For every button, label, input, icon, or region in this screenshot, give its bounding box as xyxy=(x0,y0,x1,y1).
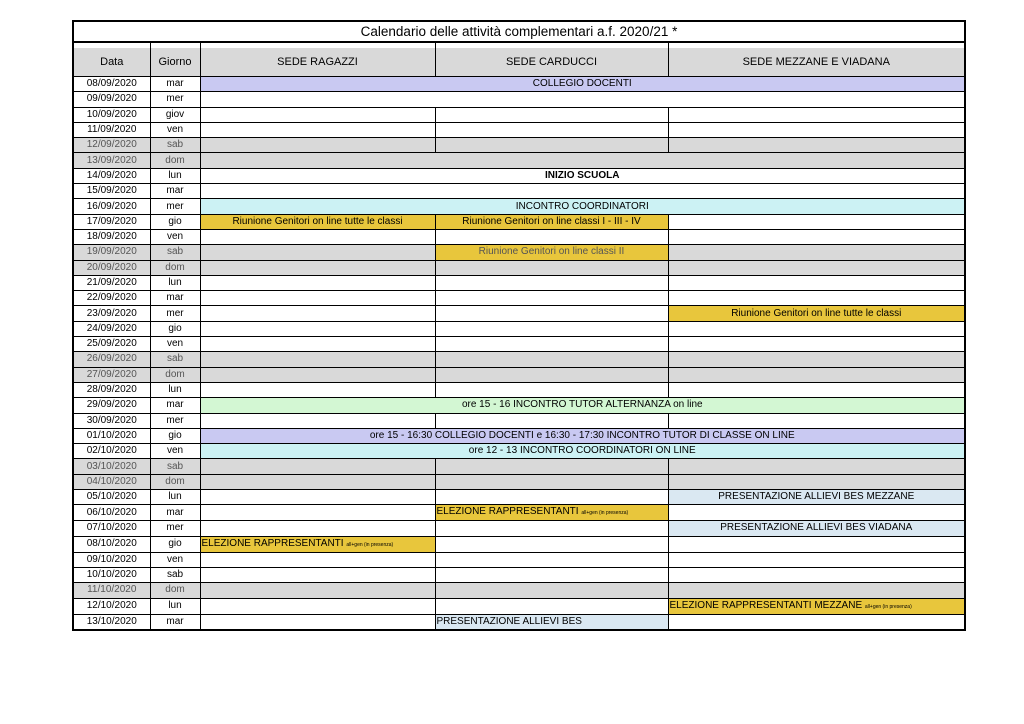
calendar-row xyxy=(73,337,965,352)
event-cell-sede-ragazzi xyxy=(200,306,435,321)
event-text: ELEZIONE RAPPRESENTANTI MEZZANE xyxy=(669,599,863,611)
day-cell: mer xyxy=(150,521,200,536)
event-text: ore 15 - 16 INCONTRO TUTOR ALTERNANZA on line xyxy=(461,399,703,411)
event-cell-sede-mezzane-viadana xyxy=(668,505,965,521)
event-note: all+gen (in presenza) xyxy=(346,541,394,548)
day-cell: ven xyxy=(150,229,200,244)
day-cell: mer xyxy=(150,92,200,107)
event-cell-sede-carducci xyxy=(435,382,668,397)
header-giorno: Giorno xyxy=(150,48,200,77)
day-cell: giov xyxy=(150,107,200,122)
date-cell: 13/09/2020 xyxy=(73,153,150,168)
event-text: INIZIO SCUOLA xyxy=(545,169,620,181)
date-cell: 20/09/2020 xyxy=(73,260,150,275)
day-cell: lun xyxy=(150,598,200,614)
calendar-row xyxy=(73,598,965,614)
date-cell: 04/10/2020 xyxy=(73,474,150,489)
event-cell-sede-carducci xyxy=(435,598,668,614)
date-cell: 27/09/2020 xyxy=(73,367,150,382)
calendar-row xyxy=(73,214,965,229)
date-cell: 21/09/2020 xyxy=(73,275,150,290)
calendar-row xyxy=(73,614,965,630)
event-note: all+gen (in presenza) xyxy=(864,603,912,610)
date-cell: 29/09/2020 xyxy=(73,398,150,413)
calendar-row xyxy=(73,367,965,382)
calendar-row xyxy=(73,291,965,306)
date-cell: 25/09/2020 xyxy=(73,337,150,352)
event-cell-sede-ragazzi xyxy=(200,138,435,153)
date-cell: 22/09/2020 xyxy=(73,291,150,306)
event-cell-sede-carducci xyxy=(435,536,668,552)
event-cell-sede-mezzane-viadana xyxy=(668,306,965,321)
event-cell-sede-carducci xyxy=(435,352,668,367)
day-cell: sab xyxy=(150,245,200,260)
event-cell-sede-carducci xyxy=(435,367,668,382)
event-note: all+gen (in presenza) xyxy=(581,510,629,517)
event-cell-sede-carducci xyxy=(435,567,668,582)
day-cell: ven xyxy=(150,337,200,352)
date-cell: 24/09/2020 xyxy=(73,321,150,336)
day-cell: mer xyxy=(150,413,200,428)
event-cell-sede-carducci xyxy=(435,521,668,536)
event-text: PRESENTAZIONE ALLIEVI BES VIADANA xyxy=(720,522,913,534)
day-cell: dom xyxy=(150,583,200,598)
day-cell: dom xyxy=(150,260,200,275)
event-cell-sede-mezzane-viadana xyxy=(668,245,965,260)
event-cell-sede-mezzane-viadana xyxy=(668,337,965,352)
event-cell-all-sedi xyxy=(200,77,965,92)
header-sede-ragazzi: SEDE RAGAZZI xyxy=(200,48,435,77)
event-cell-sede-ragazzi xyxy=(200,536,435,552)
event-cell-sede-mezzane-viadana xyxy=(668,291,965,306)
event-cell-sede-carducci xyxy=(435,459,668,474)
day-cell: mar xyxy=(150,398,200,413)
event-cell-all-sedi xyxy=(200,184,965,199)
event-cell-sede-carducci xyxy=(435,122,668,137)
event-text: ore 15 - 16:30 COLLEGIO DOCENTI e 16:30 - 17:30 INCONTRO TUTOR DI CLASSE ON LINE xyxy=(369,429,795,441)
day-cell: sab xyxy=(150,567,200,582)
event-text: PRESENTAZIONE ALLIEVI BES xyxy=(436,615,582,627)
calendar-row xyxy=(73,444,965,459)
day-cell: mar xyxy=(150,614,200,630)
event-cell-sede-ragazzi xyxy=(200,505,435,521)
event-cell-sede-ragazzi xyxy=(200,367,435,382)
calendar-row xyxy=(73,77,965,92)
event-cell-sede-carducci xyxy=(435,260,668,275)
event-cell-sede-mezzane-viadana xyxy=(668,321,965,336)
date-cell: 23/09/2020 xyxy=(73,306,150,321)
date-cell: 12/10/2020 xyxy=(73,598,150,614)
day-cell: mer xyxy=(150,199,200,214)
date-cell: 13/10/2020 xyxy=(73,614,150,630)
date-cell: 15/09/2020 xyxy=(73,184,150,199)
event-cell-sede-ragazzi xyxy=(200,474,435,489)
event-cell-all-sedi xyxy=(200,398,965,413)
date-cell: 12/09/2020 xyxy=(73,138,150,153)
calendar-row xyxy=(73,245,965,260)
event-text: PRESENTAZIONE ALLIEVI BES MEZZANE xyxy=(718,491,915,503)
event-cell-sede-mezzane-viadana xyxy=(668,382,965,397)
event-text: Riunione Genitori on line tutte le classi xyxy=(232,215,403,227)
event-text: INCONTRO COORDINATORI xyxy=(515,200,649,212)
calendar-row xyxy=(73,505,965,521)
calendar-row xyxy=(73,352,965,367)
day-cell: lun xyxy=(150,168,200,183)
calendar-row xyxy=(73,398,965,413)
day-cell: sab xyxy=(150,138,200,153)
day-cell: mer xyxy=(150,306,200,321)
event-cell-sede-ragazzi xyxy=(200,291,435,306)
calendar-row xyxy=(73,583,965,598)
day-cell: gio xyxy=(150,536,200,552)
event-text: Riunione Genitori on line classi I - III - IV xyxy=(462,215,641,227)
event-cell-sede-mezzane-viadana xyxy=(668,459,965,474)
event-text: ELEZIONE RAPPRESENTANTI xyxy=(201,537,344,549)
date-cell: 19/09/2020 xyxy=(73,245,150,260)
date-cell: 08/10/2020 xyxy=(73,536,150,552)
event-cell-sede-mezzane-viadana xyxy=(668,122,965,137)
calendar-row xyxy=(73,199,965,214)
calendar-row xyxy=(73,413,965,428)
event-cell-sede-carducci xyxy=(435,291,668,306)
calendar-row xyxy=(73,153,965,168)
calendar-row xyxy=(73,168,965,183)
calendar-row xyxy=(73,92,965,107)
calendar-table xyxy=(72,20,966,631)
event-cell-sede-ragazzi xyxy=(200,382,435,397)
event-cell-sede-ragazzi xyxy=(200,245,435,260)
event-text: Riunione Genitori on line tutte le classi xyxy=(731,307,902,319)
date-cell: 07/10/2020 xyxy=(73,521,150,536)
event-cell-sede-carducci xyxy=(435,337,668,352)
event-cell-sede-mezzane-viadana xyxy=(668,490,965,505)
event-cell-sede-ragazzi xyxy=(200,229,435,244)
calendar-row xyxy=(73,567,965,582)
event-cell-sede-carducci xyxy=(435,245,668,260)
title-row xyxy=(73,21,965,42)
event-cell-sede-ragazzi xyxy=(200,321,435,336)
date-cell: 09/10/2020 xyxy=(73,552,150,567)
event-cell-sede-carducci xyxy=(435,107,668,122)
event-cell-sede-mezzane-viadana xyxy=(668,583,965,598)
date-cell: 28/09/2020 xyxy=(73,382,150,397)
event-cell-sede-ragazzi xyxy=(200,521,435,536)
calendar-row xyxy=(73,275,965,290)
event-cell-sede-carducci xyxy=(435,275,668,290)
date-cell: 10/09/2020 xyxy=(73,107,150,122)
event-cell-all-sedi xyxy=(200,168,965,183)
event-cell-sede-ragazzi xyxy=(200,598,435,614)
day-cell: mar xyxy=(150,77,200,92)
event-cell-sede-carducci xyxy=(435,614,668,630)
date-cell: 02/10/2020 xyxy=(73,444,150,459)
day-cell: mar xyxy=(150,291,200,306)
calendar-row xyxy=(73,321,965,336)
event-cell-sede-carducci xyxy=(435,229,668,244)
day-cell: lun xyxy=(150,490,200,505)
event-cell-sede-mezzane-viadana xyxy=(668,367,965,382)
event-text: ore 12 - 13 INCONTRO COORDINATORI ON LINE xyxy=(468,445,696,457)
day-cell: dom xyxy=(150,367,200,382)
event-cell-sede-ragazzi xyxy=(200,352,435,367)
event-cell-sede-mezzane-viadana xyxy=(668,107,965,122)
day-cell: ven xyxy=(150,444,200,459)
event-cell-sede-mezzane-viadana xyxy=(668,614,965,630)
calendar-row xyxy=(73,459,965,474)
calendar-row xyxy=(73,306,965,321)
event-cell-all-sedi xyxy=(200,428,965,443)
calendar-row xyxy=(73,474,965,489)
event-cell-sede-carducci xyxy=(435,583,668,598)
day-cell: sab xyxy=(150,459,200,474)
day-cell: ven xyxy=(150,122,200,137)
event-cell-sede-carducci xyxy=(435,413,668,428)
day-cell: lun xyxy=(150,382,200,397)
day-cell: gio xyxy=(150,214,200,229)
event-cell-all-sedi xyxy=(200,444,965,459)
date-cell: 03/10/2020 xyxy=(73,459,150,474)
event-cell-sede-ragazzi xyxy=(200,413,435,428)
event-cell-sede-mezzane-viadana xyxy=(668,229,965,244)
date-cell: 18/09/2020 xyxy=(73,229,150,244)
event-cell-sede-ragazzi xyxy=(200,275,435,290)
calendar-row xyxy=(73,490,965,505)
event-cell-sede-mezzane-viadana xyxy=(668,598,965,614)
event-cell-sede-ragazzi xyxy=(200,459,435,474)
event-cell-sede-mezzane-viadana xyxy=(668,260,965,275)
header-sede-mezzane-viadana: SEDE MEZZANE E VIADANA xyxy=(668,48,965,77)
event-text: Riunione Genitori on line classi II xyxy=(478,246,625,258)
calendar-row xyxy=(73,536,965,552)
event-cell-sede-ragazzi xyxy=(200,260,435,275)
event-cell-sede-mezzane-viadana xyxy=(668,352,965,367)
event-cell-sede-carducci xyxy=(435,214,668,229)
event-cell-all-sedi xyxy=(200,153,965,168)
event-cell-sede-ragazzi xyxy=(200,552,435,567)
header-sede-carducci: SEDE CARDUCCI xyxy=(435,48,668,77)
event-cell-sede-ragazzi xyxy=(200,122,435,137)
event-cell-all-sedi xyxy=(200,199,965,214)
event-cell-sede-ragazzi xyxy=(200,614,435,630)
event-cell-sede-ragazzi xyxy=(200,567,435,582)
event-cell-sede-mezzane-viadana xyxy=(668,536,965,552)
event-cell-sede-ragazzi xyxy=(200,214,435,229)
event-text: ELEZIONE RAPPRESENTANTI xyxy=(436,506,579,518)
event-cell-sede-carducci xyxy=(435,321,668,336)
day-cell: gio xyxy=(150,428,200,443)
day-cell: mar xyxy=(150,505,200,521)
event-cell-sede-carducci xyxy=(435,552,668,567)
date-cell: 11/09/2020 xyxy=(73,122,150,137)
calendar-row xyxy=(73,122,965,137)
calendar-row xyxy=(73,229,965,244)
event-cell-sede-carducci xyxy=(435,138,668,153)
calendar-row xyxy=(73,138,965,153)
calendar-row xyxy=(73,428,965,443)
date-cell: 06/10/2020 xyxy=(73,505,150,521)
event-cell-sede-carducci xyxy=(435,306,668,321)
event-cell-sede-ragazzi xyxy=(200,337,435,352)
date-cell: 17/09/2020 xyxy=(73,214,150,229)
header-data: Data xyxy=(73,48,150,77)
day-cell: mar xyxy=(150,184,200,199)
date-cell: 11/10/2020 xyxy=(73,583,150,598)
day-cell: gio xyxy=(150,321,200,336)
event-cell-sede-mezzane-viadana xyxy=(668,275,965,290)
calendar-row xyxy=(73,521,965,536)
event-cell-sede-ragazzi xyxy=(200,583,435,598)
event-cell-sede-ragazzi xyxy=(200,490,435,505)
date-cell: 05/10/2020 xyxy=(73,490,150,505)
event-cell-all-sedi xyxy=(200,92,965,107)
event-cell-sede-mezzane-viadana xyxy=(668,521,965,536)
date-cell: 10/10/2020 xyxy=(73,567,150,582)
calendar-row xyxy=(73,552,965,567)
day-cell: dom xyxy=(150,474,200,489)
calendar-row xyxy=(73,107,965,122)
event-cell-sede-mezzane-viadana xyxy=(668,567,965,582)
event-cell-sede-mezzane-viadana xyxy=(668,474,965,489)
event-cell-sede-carducci xyxy=(435,505,668,521)
date-cell: 16/09/2020 xyxy=(73,199,150,214)
event-cell-sede-carducci xyxy=(435,474,668,489)
date-cell: 08/09/2020 xyxy=(73,77,150,92)
day-cell: dom xyxy=(150,153,200,168)
date-cell: 30/09/2020 xyxy=(73,413,150,428)
calendar-row xyxy=(73,260,965,275)
calendar-row xyxy=(73,184,965,199)
date-cell: 09/09/2020 xyxy=(73,92,150,107)
date-cell: 26/09/2020 xyxy=(73,352,150,367)
day-cell: ven xyxy=(150,552,200,567)
day-cell: lun xyxy=(150,275,200,290)
document-title: Calendario delle attività complementari a.f. 2020/21 * xyxy=(73,21,965,42)
event-cell-sede-mezzane-viadana xyxy=(668,413,965,428)
calendar-sheet xyxy=(72,20,964,631)
event-text: COLLEGIO DOCENTI xyxy=(532,78,632,90)
event-cell-sede-mezzane-viadana xyxy=(668,138,965,153)
event-cell-sede-mezzane-viadana xyxy=(668,552,965,567)
day-cell: sab xyxy=(150,352,200,367)
date-cell: 01/10/2020 xyxy=(73,428,150,443)
event-cell-sede-ragazzi xyxy=(200,107,435,122)
event-cell-sede-carducci xyxy=(435,490,668,505)
calendar-row xyxy=(73,382,965,397)
header-row xyxy=(73,48,965,77)
date-cell: 14/09/2020 xyxy=(73,168,150,183)
event-cell-sede-mezzane-viadana xyxy=(668,214,965,229)
